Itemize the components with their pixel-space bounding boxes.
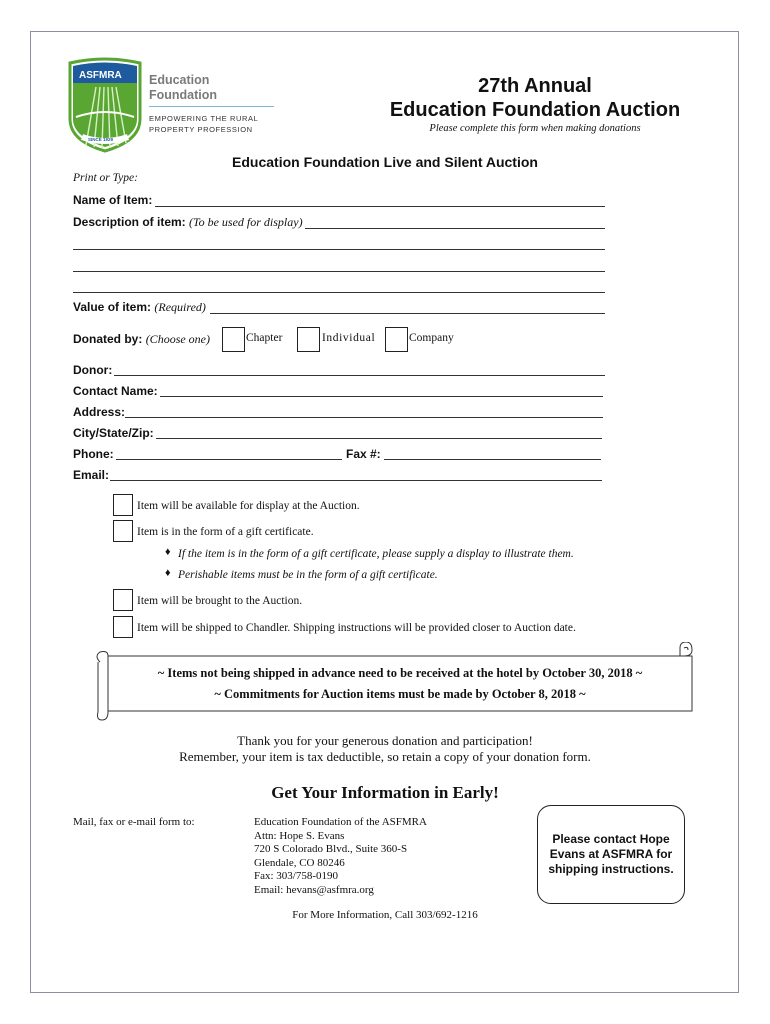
diamond-bullet-icon: ♦ <box>165 567 171 579</box>
thanks-line2: Remember, your item is tax deductible, so retain a copy of your donation form. <box>179 749 591 764</box>
header-subtitle: Please complete this form when making donations <box>429 123 641 134</box>
description-field-line3[interactable] <box>73 271 605 272</box>
logo-tagline2: PROPERTY PROFESSION <box>149 125 253 134</box>
value-label-text: Value of item: <box>73 300 152 314</box>
donated-by-label <box>73 332 210 347</box>
mail-line-1: Education Foundation of the ASFMRA <box>254 816 427 828</box>
shipped-option-label: Item will be shipped to Chandler. Shipping instructions will be provided closer to Auction date. <box>137 622 576 634</box>
chapter-checkbox[interactable] <box>222 327 245 352</box>
company-label: Company <box>409 332 454 344</box>
shipped-checkbox[interactable] <box>113 616 133 638</box>
email-label: Email: <box>73 468 110 482</box>
address-label: Address: <box>73 405 126 419</box>
donated-by-label-text: Donated by: <box>73 332 143 346</box>
banner-line1: ~ Items not being shipped in advance need to be received at the hotel by October 30, 2018 ~ <box>157 666 643 680</box>
mail-line-2: Attn: Hope S. Evans <box>254 830 345 842</box>
logo-since-text: SINCE 1929 <box>88 137 114 142</box>
thanks-line1: Thank you for your generous donation and participation! <box>237 733 533 748</box>
gift-cert-note-1: If the item is in the form of a gift certificate, please supply a display to illustrate them. <box>178 548 574 560</box>
phone-field[interactable] <box>116 459 342 460</box>
logo-org-line1: Education <box>149 73 210 87</box>
address-field[interactable] <box>125 417 603 418</box>
name-of-item-label: Name of Item: <box>73 193 153 207</box>
mail-email-link[interactable]: Email: hevans@asfmra.org <box>254 884 374 896</box>
header-title-line2: Education Foundation Auction <box>389 99 681 121</box>
print-or-type: Print or Type: <box>73 172 138 184</box>
donor-label: Donor: <box>73 363 113 377</box>
banner-line2: ~ Commitments for Auction items must be made by October 8, 2018 ~ <box>214 687 586 701</box>
city-state-zip-field[interactable] <box>156 438 602 439</box>
fax-field[interactable] <box>384 459 601 460</box>
display-option-label: Item will be available for display at the Auction. <box>137 500 360 512</box>
contact-name-label: Contact Name: <box>73 384 158 398</box>
logo-tagline1: EMPOWERING THE RURAL <box>149 114 259 123</box>
brought-option-label: Item will be brought to the Auction. <box>137 595 303 607</box>
donor-field[interactable] <box>114 375 605 376</box>
chapter-label: Chapter <box>246 332 283 344</box>
scroll-banner-icon <box>90 642 700 722</box>
contact-box: Please contact Hope Evans at ASFMRA for shipping instructions. <box>537 805 685 904</box>
logo-badge-text: ASFMRA <box>79 70 122 81</box>
logo-org-line2: Foundation <box>149 88 218 102</box>
gift-certificate-checkbox[interactable] <box>113 520 133 542</box>
phone-label: Phone: <box>73 447 114 461</box>
section-title: Education Foundation Live and Silent Auction <box>232 154 538 170</box>
company-checkbox[interactable] <box>385 327 408 352</box>
name-of-item-field[interactable] <box>155 206 605 207</box>
individual-checkbox[interactable] <box>297 327 320 352</box>
value-label <box>73 300 206 315</box>
city-state-zip-label: City/State/Zip: <box>73 426 154 440</box>
display-checkbox[interactable] <box>113 494 133 516</box>
mail-line-5: Fax: 303/758-0190 <box>254 870 339 882</box>
mail-label: Mail, fax or e-mail form to: <box>73 816 195 828</box>
description-field-line1[interactable] <box>305 228 605 229</box>
mail-line-3: 720 S Colorado Blvd., Suite 360-S <box>254 843 408 855</box>
header-title-line1: 27th Annual <box>478 75 592 97</box>
mail-line-4: Glendale, CO 80246 <box>254 857 345 869</box>
description-field-line2[interactable] <box>73 249 605 250</box>
early-heading: Get Your Information in Early! <box>271 783 499 802</box>
fax-label: Fax #: <box>346 447 381 461</box>
description-hint: (To be used for display) <box>189 215 303 229</box>
value-hint: (Required) <box>154 300 206 314</box>
asfmra-logo <box>66 57 286 153</box>
individual-label: Individual <box>322 332 376 344</box>
logo-divider <box>149 106 274 107</box>
gift-certificate-option-label: Item is in the form of a gift certificate. <box>137 526 314 538</box>
email-field[interactable] <box>110 480 602 481</box>
more-info: For More Information, Call 303/692-1216 <box>292 909 478 921</box>
description-label-text: Description of item: <box>73 215 186 229</box>
donated-by-hint: (Choose one) <box>145 332 211 346</box>
description-field-line4[interactable] <box>73 292 605 293</box>
value-field[interactable] <box>210 313 605 314</box>
brought-checkbox[interactable] <box>113 589 133 611</box>
description-label <box>73 215 303 230</box>
gift-cert-note-2: Perishable items must be in the form of a gift certificate. <box>178 569 438 581</box>
contact-name-field[interactable] <box>160 396 603 397</box>
diamond-bullet-icon: ♦ <box>165 546 171 558</box>
